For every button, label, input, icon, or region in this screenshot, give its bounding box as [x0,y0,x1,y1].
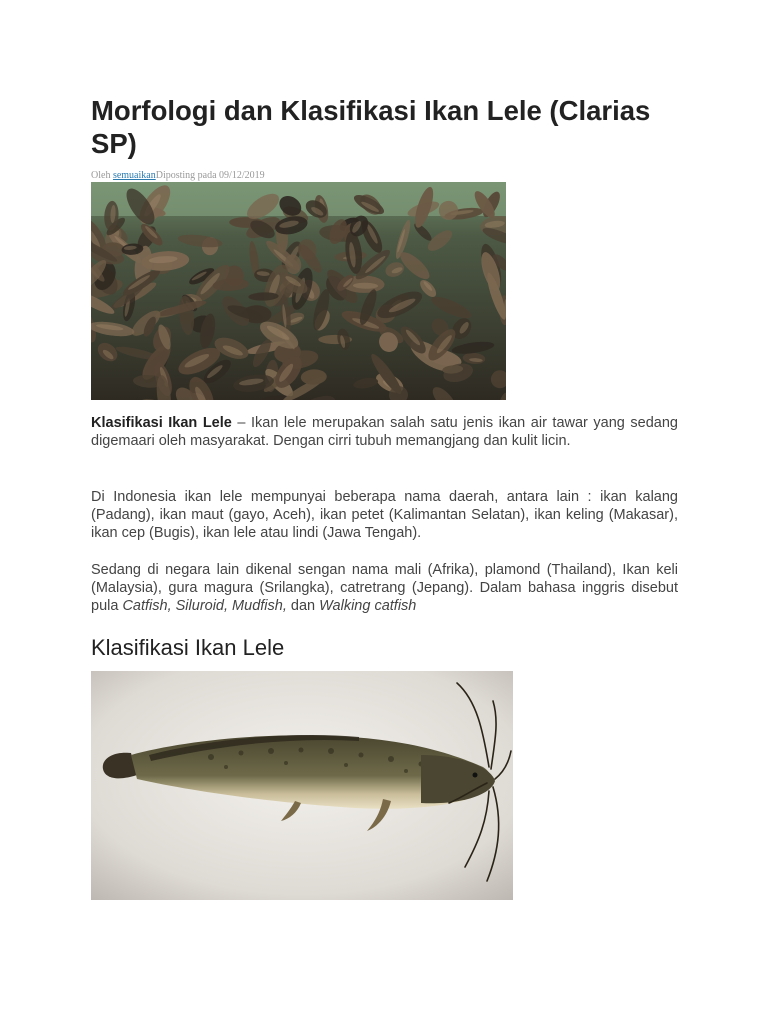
intro-text: – Ikan lele merupakan salah satu jenis ikan air tawar yang sedang digemaari oleh masyarakat. Dengan cirri tubuh memangjang dan kulit licin. [91,415,678,449]
byline [91,170,265,182]
foreign-names-text: Sedang di negara lain dikenal sengan nama mali (Afrika), plamond (Thailand), Ikan keli (Malaysia), gura magura (Srilangka), catretrang (Jepang). Dalam bahasa inggris disebut pula [91,562,678,614]
walking-catfish-name: Walking catfish [319,598,417,614]
byline-prefix: Oleh [91,170,113,181]
author-link[interactable]: semuaikan [112,170,156,181]
posted-label: Diposting pada [155,170,220,181]
english-names: Catfish, Siluroid, Mudfish, [122,598,287,614]
section-heading: Klasifikasi Ikan Lele [91,635,285,660]
paragraph-intro [91,414,678,450]
paragraph-regional-names [91,488,678,542]
regional-names-text: Di Indonesia ikan lele mempunyai beberapa nama daerah, antara lain : ikan kalang (Padang), ikan maut (gayo, Aceh), ikan petet (Kalimantan Selatan), ikan keling (Makasar), ikan cep (Bugis), ikan lele atau lindi (Jawa Tengah). [91,489,678,541]
catfish-pond-photo [91,182,506,400]
catfish-pond-image [91,182,506,400]
intro-lead: Klasifikasi Ikan Lele [91,415,232,431]
article-title: Morfologi dan Klasifikasi Ikan Lele (Clarias SP) [91,95,651,159]
single-catfish-image [91,671,513,900]
paragraph-foreign-names [91,561,678,615]
post-date: 09/12/2019 [219,170,265,181]
connector-text: dan [286,598,320,614]
single-catfish-photo [91,671,513,900]
